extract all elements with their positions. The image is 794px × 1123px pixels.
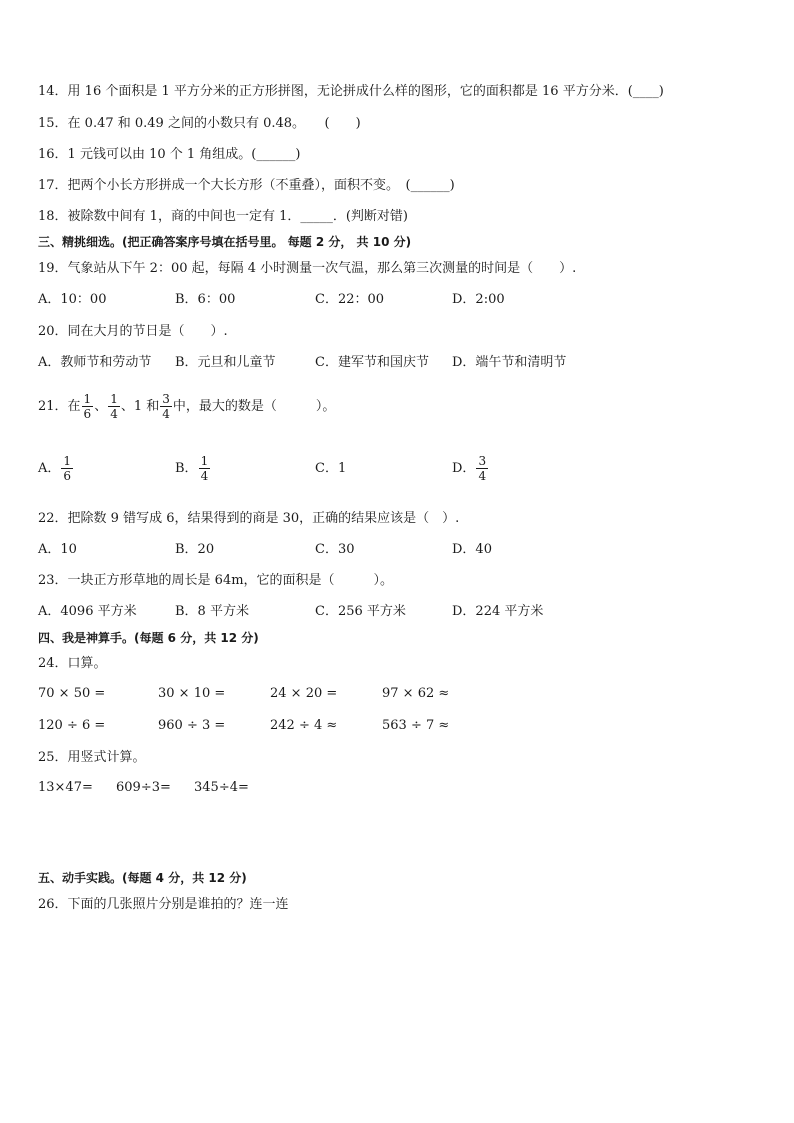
q22-stem: 22．把除数 9 错写成 6，结果得到的商是 30，正确的结果应该是（ ）. — [38, 511, 460, 526]
vertical-calc-item: 345÷4= — [194, 780, 249, 795]
fraction — [61, 454, 73, 483]
q21-option-d — [452, 454, 489, 484]
section-4-heading: 四、我是神算手。(每题 6 分，共 12 分) — [38, 631, 259, 645]
q17-text: 17．把两个小长方形拼成一个大长方形（不重叠），面积不变。 (______) — [38, 178, 455, 193]
fraction-denominator: 6 — [83, 407, 92, 421]
q21-separator: 、1 和 — [120, 399, 160, 414]
fraction-numerator: 1 — [63, 454, 72, 468]
section-5-heading: 五、动手实践。(每题 4 分，共 12 分) — [38, 871, 247, 885]
q15-text: 15．在 0.47 和 0.49 之间的小数只有 0.48。 ( ) — [38, 116, 361, 131]
q19-stem: 19．气象站从下午 2：00 起，每隔 4 小时测量一次气温，那么第三次测量的时间是（ ）. — [38, 261, 577, 276]
fraction-denominator: 4 — [110, 407, 118, 421]
q23-option-b: B．8 平方米 — [175, 604, 249, 619]
fraction — [199, 454, 211, 483]
q20-option-c: C．建军节和国庆节 — [315, 355, 429, 370]
calc-item: 563 ÷ 7 ≈ — [382, 718, 450, 733]
q23-option-d: D．224 平方米 — [452, 604, 544, 619]
vertical-calc-item: 609÷3= — [116, 780, 171, 795]
section-3-heading: 三、精挑细选。(把正确答案序号填在括号里。 每题 2 分， 共 10 分) — [38, 235, 412, 249]
q23-stem: 23．一块正方形草地的周长是 64m，它的面积是（ ）。 — [38, 573, 394, 588]
vertical-calc-item: 13×47= — [38, 780, 93, 795]
q21-option-b — [175, 454, 211, 484]
q16-text: 16．1 元钱可以由 10 个 1 角组成。(______) — [38, 147, 301, 162]
fraction-denominator: 4 — [200, 469, 209, 483]
q21-option-a — [38, 454, 74, 484]
q21-prefix: 21．在 — [38, 399, 81, 414]
fraction — [160, 392, 172, 421]
q19-option-c: C．22：00 — [315, 292, 385, 307]
q20-option-d: D．端午节和清明节 — [452, 355, 567, 370]
q21-suffix: 中，最大的数是（ ）。 — [172, 399, 336, 414]
calc-item: 242 ÷ 4 ≈ — [270, 718, 338, 733]
calc-item: 97 × 62 ≈ — [382, 686, 450, 701]
q22-option-a: A．10 — [38, 542, 77, 557]
fraction-numerator: 1 — [200, 454, 209, 468]
q20-option-b: B．元旦和儿童节 — [175, 355, 276, 370]
q21-option-c: C．1 — [315, 461, 347, 476]
fraction — [108, 392, 120, 421]
q19-option-b: B．6：00 — [175, 292, 236, 307]
fraction — [476, 454, 488, 483]
fraction-denominator: 4 — [478, 469, 487, 483]
q19-option-d: D．2:00 — [452, 292, 505, 307]
q20-stem: 20．同在大月的节日是（ ）. — [38, 324, 228, 339]
option-label: B． — [175, 461, 198, 476]
q25-stem: 25．用竖式计算。 — [38, 750, 146, 765]
q19-option-a: A．10：00 — [38, 292, 107, 307]
q21-separator: 、 — [94, 399, 108, 414]
fraction-numerator: 1 — [110, 392, 118, 406]
q22-option-d: D．40 — [452, 542, 492, 557]
calc-item: 30 × 10 = — [158, 686, 226, 701]
q20-option-a: A．教师节和劳动节 — [38, 355, 152, 370]
q26-text: 26．下面的几张照片分别是谁拍的？连一连 — [38, 897, 289, 912]
fraction-numerator: 3 — [478, 454, 487, 468]
option-label: A． — [38, 461, 61, 476]
option-label: D． — [452, 461, 476, 476]
q23-option-a: A．4096 平方米 — [38, 604, 137, 619]
q14-text: 14．用 16 个面积是 1 平方分米的正方形拼图，无论拼成什么样的图形，它的面积都是 16 平方分米．(____) — [38, 84, 664, 99]
q18-text: 18．被除数中间有 1，商的中间也一定有 1．_____．(判断对错) — [38, 209, 408, 224]
q22-option-c: C．30 — [315, 542, 355, 557]
fraction-numerator: 3 — [162, 392, 170, 406]
calc-item: 960 ÷ 3 = — [158, 718, 226, 733]
fraction-numerator: 1 — [83, 392, 92, 406]
q22-option-b: B．20 — [175, 542, 215, 557]
calc-item: 120 ÷ 6 = — [38, 718, 106, 733]
q21-stem — [38, 392, 335, 422]
fraction-denominator: 4 — [162, 407, 170, 421]
fraction — [82, 392, 94, 421]
q24-stem: 24．口算。 — [38, 656, 107, 671]
q23-option-c: C．256 平方米 — [315, 604, 406, 619]
calc-item: 24 × 20 = — [270, 686, 338, 701]
fraction-denominator: 6 — [63, 469, 72, 483]
calc-item: 70 × 50 = — [38, 686, 106, 701]
